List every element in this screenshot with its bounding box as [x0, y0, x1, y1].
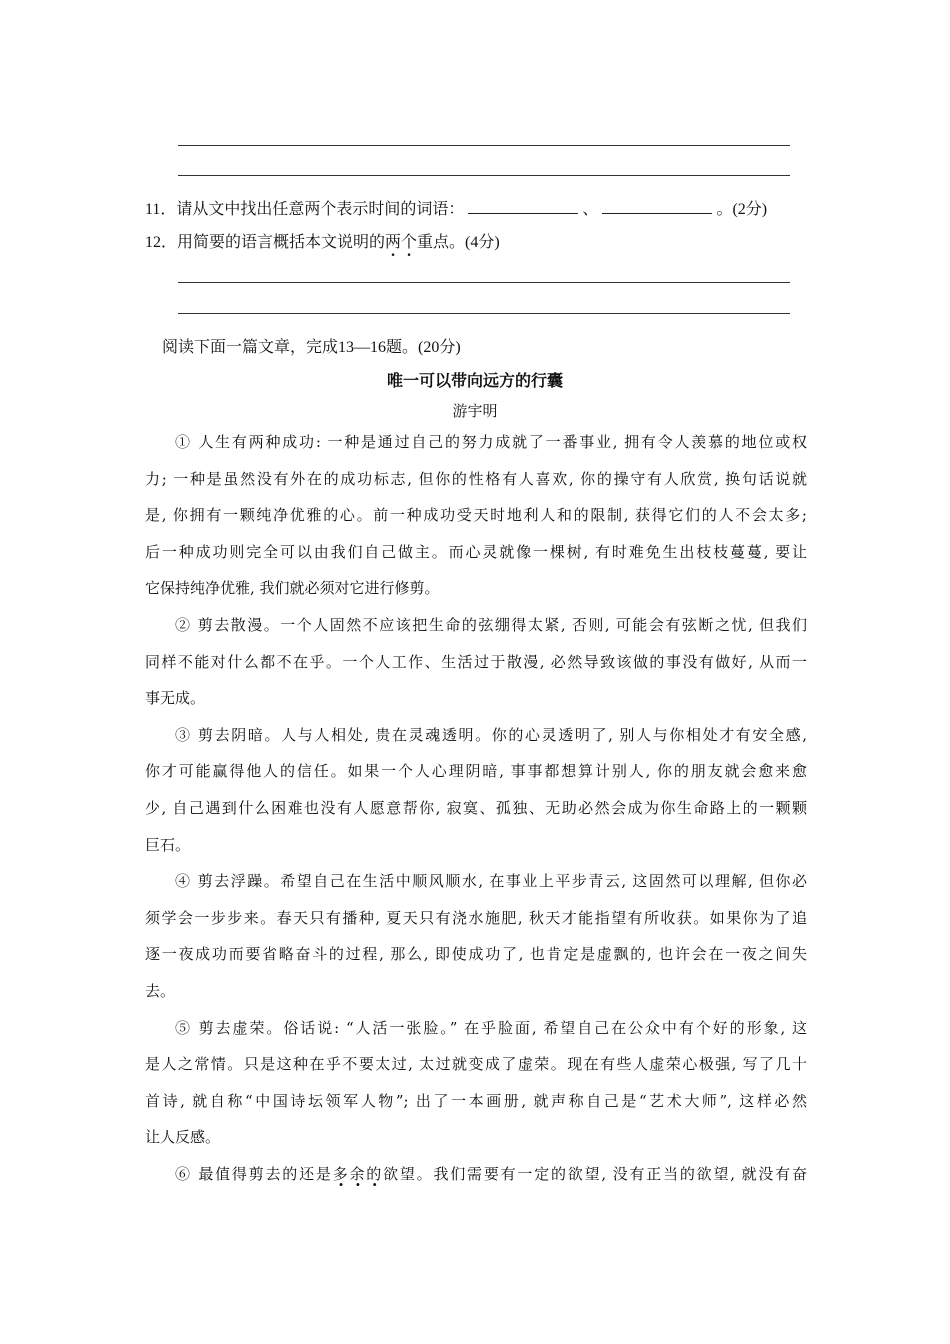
article-author: 游宇明	[452, 402, 498, 420]
article-body	[145, 430, 807, 1198]
question-11: 11．请从文中找出任意两个表示时间的词语： 、 。(2分)	[145, 201, 768, 218]
paragraph-line: 让人反感。	[145, 1128, 221, 1147]
paragraph-line: 力; 一种是虽然没有外在的成功标志, 但你的性格有人喜欢, 你的操守有人欣赏, 换句话说就	[145, 469, 807, 488]
paragraph-line: 是人之常情。只是这种在乎不要太过, 太过就变成了虚荣。现在有些人虚荣心极强, 写了几十	[145, 1055, 807, 1074]
paragraph-line: 去。	[145, 981, 176, 1000]
emphasis-char: 两	[385, 234, 402, 251]
paragraph-line: 你才可能赢得他人的信任。如果一个人心理阴暗, 事事都想算计别人, 你的朋友就会愈来愈	[145, 762, 807, 781]
paragraph-line: ④ 剪去浮躁。希望自己在生活中顺风顺水, 在事业上平步青云, 这固然可以理解, 但你必	[175, 872, 807, 891]
emphasis-char: 的	[366, 1164, 384, 1183]
answer-blank[interactable]	[602, 199, 712, 214]
paragraph-line: 逐一夜成功而要省略奋斗的过程, 那么, 即使成功了, 也肯定是虚飘的, 也许会在一夜之间失	[145, 945, 807, 964]
paragraph-line: ⑤ 剪去虚荣。俗话说: “人活一张脸。” 在乎脸面, 希望自己在公众中有个好的形象, 这	[175, 1018, 807, 1037]
paragraph-line: ① 人生有两种成功: 一种是通过自己的努力成就了一番事业, 拥有令人羡慕的地位或权	[175, 433, 807, 451]
reading-instruction: 阅读下面一篇文章，完成13—16题。(20分)	[162, 339, 461, 356]
emphasis-char: 多	[332, 1164, 350, 1183]
question-12: 12．用简要的语言概括本文说明的两个重点。(4分)	[145, 234, 500, 251]
answer-line	[178, 282, 790, 283]
paragraph-line: 同样不能对什么都不在乎。一个人工作、生活过于散漫, 必然导致该做的事没有做好, 从而一	[145, 652, 807, 671]
paragraph-line: 巨石。	[145, 835, 191, 854]
answer-line	[178, 313, 790, 314]
emphasis-char: 个	[401, 234, 418, 251]
paragraph-line: 它保持纯净优雅, 我们就必须对它进行修剪。	[145, 579, 440, 598]
answer-line	[178, 175, 790, 176]
paragraph-line: 后一种成功则完全可以由我们自己做主。而心灵就像一棵树, 有时难免生出枝枝蔓蔓, 要让	[145, 542, 807, 561]
paragraph-line: ⑥ 最值得剪去的还是多余的欲望。我们需要有一定的欲望, 没有正当的欲望, 就没有奋	[175, 1164, 807, 1183]
article-title: 唯一可以带向远方的行囊	[386, 371, 563, 390]
paragraph-line: 首诗, 就自称“中国诗坛领军人物”; 出了一本画册, 就声称自己是“艺术大师”, 这样必然	[145, 1091, 807, 1110]
paragraph-line: ③ 剪去阴暗。人与人相处, 贵在灵魂透明。你的心灵透明了, 别人与你相处才有安全感,	[175, 725, 807, 744]
paragraph-line: 事无成。	[145, 689, 206, 708]
answer-blank[interactable]	[468, 199, 578, 214]
emphasis-char: 余	[349, 1164, 367, 1183]
paragraph-line: 少, 自己遇到什么困难也没有人愿意帮你, 寂寞、孤独、无助必然会成为你生命路上的一颗颗	[145, 798, 807, 817]
paragraph-line: ② 剪去散漫。一个人固然不应该把生命的弦绷得太紧, 否则, 可能会有弦断之忧, 但我们	[175, 615, 807, 634]
answer-line	[178, 145, 790, 146]
paragraph-line: 须学会一步步来。春天只有播种, 夏天只有浇水施肥, 秋天才能指望有所收获。如果你为了追	[145, 908, 807, 927]
paragraph-line: 是, 你拥有一颗纯净优雅的心。前一种成功受天时地利人和的限制, 获得它们的人不会太多;	[145, 506, 807, 525]
